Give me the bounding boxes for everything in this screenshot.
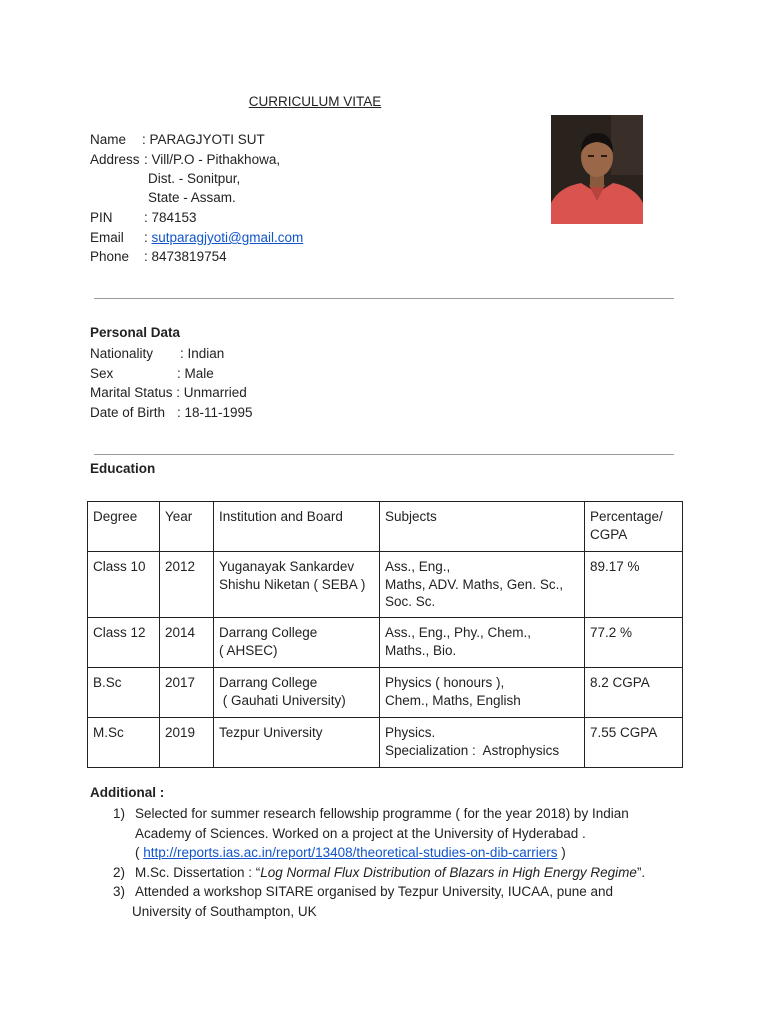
additional-heading: Additional : — [90, 785, 165, 800]
cell-score: 77.2 % — [585, 618, 683, 668]
cell-score: 7.55 CGPA — [585, 718, 683, 768]
subjects-line: Ass., Eng., — [385, 559, 451, 574]
cell-institution — [214, 718, 380, 768]
header-year: Year — [160, 502, 214, 552]
pin-sep: : — [144, 210, 152, 225]
subjects-line: Specialization : Astrophysics — [385, 742, 560, 758]
marital-row — [90, 383, 247, 403]
subjects-line: Soc. Sc. — [385, 594, 436, 609]
list-item — [90, 863, 690, 883]
nationality-row — [90, 344, 224, 364]
cell-institution — [214, 552, 380, 618]
header-percentage — [585, 502, 683, 552]
paren-close: ) — [557, 845, 566, 860]
list-item-text: Attended a workshop SITARE organised by Tezpur University, IUCAA, pune and — [135, 884, 613, 899]
table-header-row — [88, 502, 683, 552]
pin-value: 784153 — [151, 210, 197, 225]
list-number: 3) — [113, 884, 126, 899]
cell-year: 2019 — [160, 718, 214, 768]
email-link[interactable]: sutparagjyoti@gmail.com — [151, 230, 304, 245]
marital-label: Marital Status — [90, 385, 173, 400]
cv-title: CURRICULUM VITAE — [248, 94, 382, 109]
cell-year: 2014 — [160, 618, 214, 668]
cell-degree: Class 12 — [88, 618, 160, 668]
table-row — [88, 618, 683, 668]
list-number: 2) — [113, 864, 126, 880]
cell-degree: M.Sc — [88, 718, 160, 768]
education-table — [87, 501, 683, 768]
cell-subjects — [380, 618, 585, 668]
cell-year: 2017 — [160, 668, 214, 718]
cell-degree: B.Sc — [88, 668, 160, 718]
cell-subjects — [380, 668, 585, 718]
institution-line: Tezpur University — [219, 725, 323, 740]
list-item-text: Academy of Sciences. Worked on a project at the University of Hyderabad . — [135, 825, 586, 841]
paren-open: ( — [135, 845, 144, 860]
list-item-text: University of Southampton, UK — [132, 903, 317, 919]
institution-line: Yuganayak Sankardev — [219, 559, 355, 574]
header-institution: Institution and Board — [214, 502, 380, 552]
institution-line: Darrang College — [219, 625, 318, 640]
subjects-line: Physics ( honours ), — [385, 675, 505, 690]
phone-label: Phone — [90, 249, 130, 264]
address-line3: State - Assam. — [148, 190, 236, 205]
sex-row — [90, 364, 214, 384]
institution-line: Shishu Niketan ( SEBA ) — [219, 576, 366, 592]
cell-score: 8.2 CGPA — [585, 668, 683, 718]
email-row — [90, 228, 303, 248]
subjects-line: Ass., Eng., Phy., Chem., — [385, 625, 532, 640]
list-item-text — [135, 863, 690, 883]
address-sep: : — [144, 152, 152, 167]
header-subjects: Subjects — [380, 502, 585, 552]
subjects-line: Chem., Maths, English — [385, 692, 521, 708]
marital-value: : Unmarried — [176, 385, 247, 400]
name-sep: : — [142, 132, 150, 147]
dissertation-title: Log Normal Flux Distribution of Blazars in High Energy Regime — [260, 864, 637, 880]
institution-line: Darrang College — [219, 675, 318, 690]
personal-data-heading: Personal Data — [90, 325, 181, 340]
list-item — [90, 804, 690, 863]
table-row — [88, 552, 683, 618]
person-portrait-icon — [551, 115, 643, 224]
subjects-line: Physics. — [385, 725, 436, 740]
cell-subjects — [380, 552, 585, 618]
institution-line: ( AHSEC) — [219, 642, 278, 658]
cell-subjects — [380, 718, 585, 768]
education-heading: Education — [90, 461, 156, 476]
address-label: Address — [90, 152, 140, 167]
cell-institution — [214, 668, 380, 718]
address-line1: Vill/P.O - Pithakhowa, — [151, 152, 281, 167]
name-value: PARAGJYOTI SUT — [149, 132, 265, 147]
table-row — [88, 668, 683, 718]
address-row — [90, 150, 280, 170]
sex-value: : Male — [177, 366, 214, 381]
name-row — [90, 130, 265, 150]
institution-line: ( Gauhati University) — [219, 692, 346, 708]
profile-photo — [551, 115, 643, 224]
cell-score: 89.17 % — [585, 552, 683, 618]
dissertation-prefix: M.Sc. Dissertation : “ — [135, 864, 261, 880]
list-number: 1) — [113, 806, 126, 821]
dob-row — [90, 403, 253, 423]
report-link[interactable]: http://reports.ias.ac.in/report/13408/theoretical-studies-on-dib-carriers — [143, 845, 558, 860]
phone-sep: : — [144, 249, 152, 264]
email-label: Email — [90, 230, 124, 245]
cell-institution — [214, 618, 380, 668]
cell-year: 2012 — [160, 552, 214, 618]
header-degree: Degree — [88, 502, 160, 552]
phone-value: 8473819754 — [151, 249, 227, 264]
additional-list — [90, 804, 690, 921]
table-row — [88, 718, 683, 768]
dissertation-suffix: ”. — [636, 864, 646, 880]
section-divider — [94, 298, 674, 299]
list-item — [90, 882, 690, 921]
phone-row — [90, 247, 227, 267]
nationality-label: Nationality — [90, 346, 154, 361]
header-percentage-line2: CGPA — [590, 526, 628, 542]
nationality-value: : Indian — [180, 346, 225, 361]
cell-degree: Class 10 — [88, 552, 160, 618]
dob-label: Date of Birth — [90, 405, 166, 420]
header-percentage-line1: Percentage/ — [590, 509, 663, 524]
dob-value: : 18-11-1995 — [177, 405, 253, 420]
list-item-text: Selected for summer research fellowship programme ( for the year 2018) by Indian — [135, 806, 629, 821]
subjects-line: Maths, ADV. Maths, Gen. Sc., — [385, 576, 564, 592]
email-sep: : — [144, 230, 152, 245]
pin-row — [90, 208, 197, 228]
section-divider — [94, 454, 674, 455]
pin-label: PIN — [90, 210, 113, 225]
subjects-line: Maths., Bio. — [385, 642, 457, 658]
list-item-text — [135, 843, 690, 863]
name-label: Name — [90, 132, 127, 147]
address-line2: Dist. - Sonitpur, — [148, 171, 241, 186]
sex-label: Sex — [90, 366, 114, 381]
